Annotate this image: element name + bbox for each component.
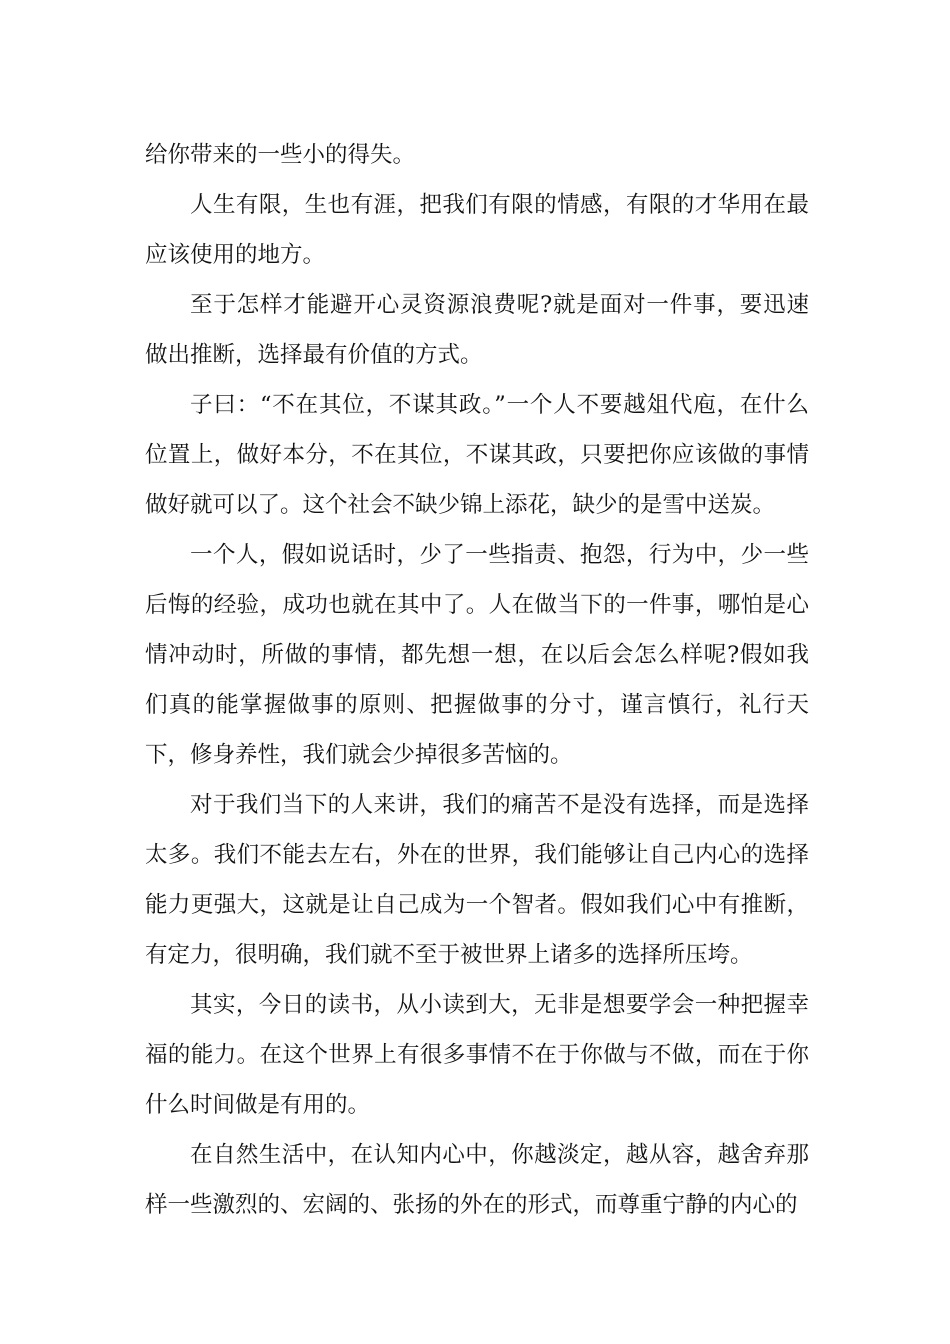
paragraph-4: 子曰：“不在其位，不谋其政。”一个人不要越俎代庖，在什么位置上，做好本分，不在其位，不谋其政，只要把你应该做的事情做好就可以了。这个社会不缺少锦上添花，缺少的是雪中送炭。 — [145, 392, 809, 518]
paragraph-2: 人生有限，生也有涯，把我们有限的情感，有限的才华用在最应该使用的地方。 — [145, 192, 809, 268]
paragraph-6: 对于我们当下的人来讲，我们的痛苦不是没有选择，而是选择太多。我们不能去左右，外在的世界，我们能够让自己内心的选择能力更强大，这就是让自己成为一个智者。假如我们心中有推断，有定力，很明确，我们就不至于被世界上诸多的选择所压垮。 — [145, 792, 809, 968]
document-body — [145, 130, 809, 1230]
paragraph-3: 至于怎样才能避开心灵资源浪费呢?就是面对一件事，要迅速做出推断，选择最有价值的方式。 — [145, 292, 809, 368]
paragraph-1: 给你带来的一些小的得失。 — [145, 142, 416, 168]
paragraph-8: 在自然生活中，在认知内心中，你越淡定，越从容，越舍弃那样一些激烈的、宏阔的、张扬的外在的形式，而尊重宁静的内心的 — [145, 1142, 809, 1218]
paragraph-7: 其实，今日的读书，从小读到大，无非是想要学会一种把握幸福的能力。在这个世界上有很多事情不在于你做与不做，而在于你什么时间做是有用的。 — [145, 992, 809, 1118]
paragraph-5: 一个人，假如说话时，少了一些指责、抱怨，行为中，少一些后悔的经验，成功也就在其中了。人在做当下的一件事，哪怕是心情冲动时，所做的事情，都先想一想，在以后会怎么样呢?假如我们真的能掌握做事的原则、把握做事的分寸，谨言慎行，礼行天下，修身养性，我们就会少掉很多苦恼的。 — [145, 542, 809, 768]
